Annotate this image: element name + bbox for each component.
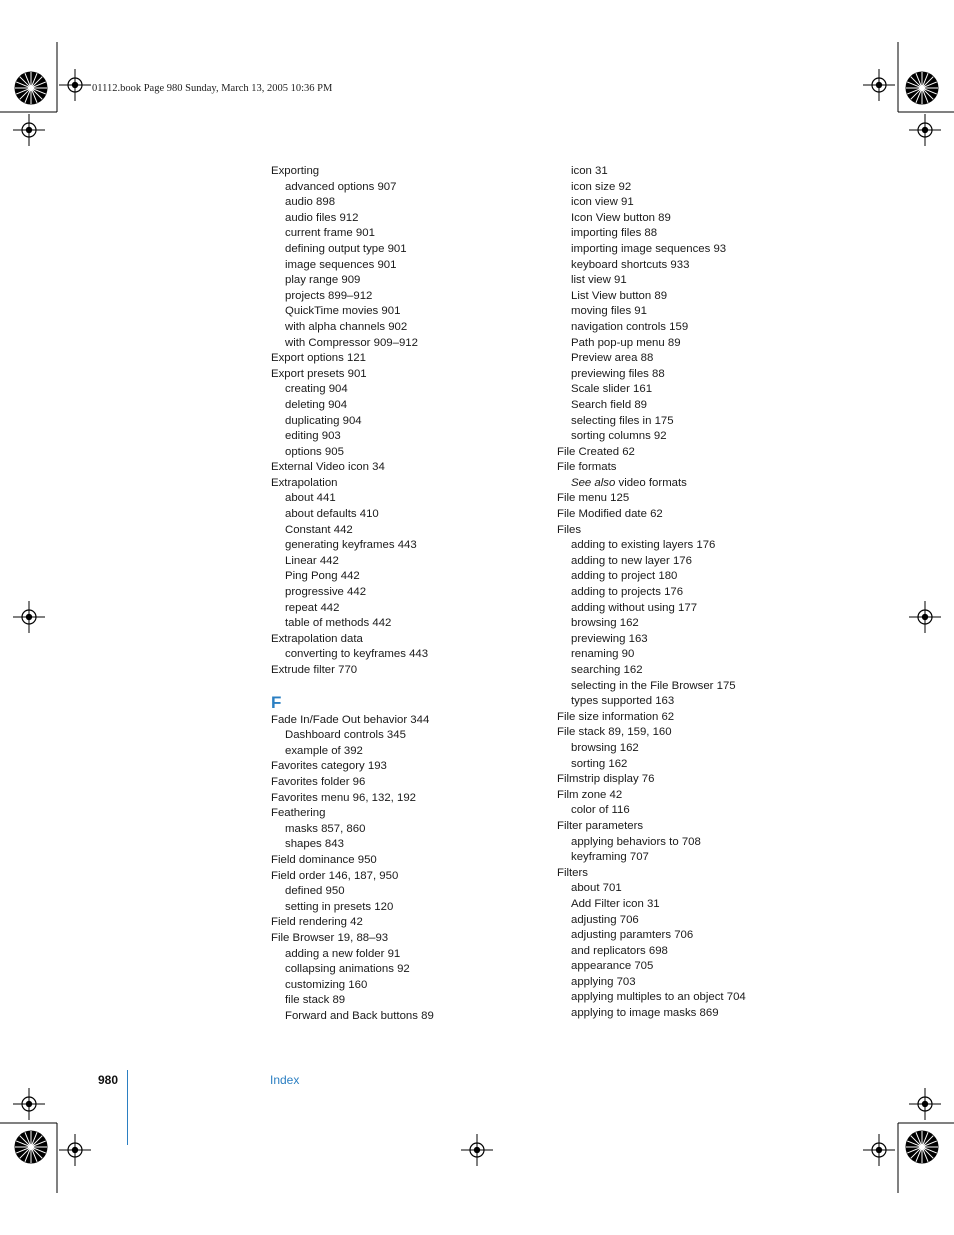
- starburst-target-icon: [906, 1131, 939, 1164]
- registration-mark-icon: [909, 114, 941, 146]
- index-subentry: Search field 89: [571, 398, 647, 411]
- index-subentry: customizing 160: [285, 978, 368, 991]
- index-subentry: advanced options 907: [285, 180, 397, 193]
- registration-mark-icon: [863, 69, 895, 101]
- index-entry: Filmstrip display 76: [557, 773, 655, 786]
- index-subentry: about 701: [571, 882, 622, 895]
- registration-mark-icon: [461, 1134, 493, 1166]
- index-subentry: adding to projects 176: [571, 586, 684, 599]
- registration-mark-icon: [13, 601, 45, 633]
- index-entry: Feathering: [271, 807, 326, 820]
- index-subentry: selecting in the File Browser 175: [571, 679, 736, 692]
- index-subentry: adjusting paramters 706: [571, 929, 694, 942]
- index-subentry: play range 909: [285, 274, 361, 287]
- index-column-right: [557, 164, 827, 1022]
- index-subentry: projects 899–912: [285, 289, 373, 302]
- index-subentry: previewing files 88: [571, 367, 665, 380]
- index-subentry: converting to keyframes 443: [285, 648, 429, 661]
- index-subentry: Dashboard controls 345: [285, 729, 406, 742]
- index-entry: Fade In/Fade Out behavior 344: [271, 713, 430, 726]
- index-subentry: shapes 843: [285, 838, 344, 851]
- print-slug: 01112.book Page 980 Sunday, March 13, 2005 10:36 PM: [92, 83, 333, 94]
- index-subentry: appearance 705: [571, 960, 654, 973]
- index-subentry: applying to image masks 869: [571, 1007, 719, 1020]
- index-entry: Favorites category 193: [271, 760, 387, 773]
- index-entry: Field dominance 950: [271, 853, 377, 866]
- index-subentry: creating 904: [285, 383, 348, 396]
- index-subentry: color of 116: [571, 804, 630, 817]
- footer-section-label: Index: [270, 1073, 300, 1087]
- index-entry: Extrude filter 770: [271, 664, 358, 676]
- index-subentry: with alpha channels 902: [285, 320, 408, 333]
- index-subentry: types supported 163: [571, 695, 675, 708]
- index-subentry: adding to existing layers 176: [571, 539, 716, 552]
- index-subentry: applying behaviors to 708: [571, 835, 701, 848]
- index-subentry: navigation controls 159: [571, 320, 689, 333]
- index-entry: Field order 146, 187, 950: [271, 869, 399, 882]
- index-subentry: adding to project 180: [571, 570, 678, 583]
- registration-mark-icon: [909, 1088, 941, 1120]
- index-subentry: Ping Pong 442: [285, 570, 360, 583]
- index-entry: File Browser 19, 88–93: [271, 931, 389, 944]
- registration-mark-icon: [909, 601, 941, 633]
- index-entry: Filter parameters: [557, 819, 644, 832]
- registration-mark-icon: [59, 1134, 91, 1166]
- index-entry: Favorites menu 96, 132, 192: [271, 791, 417, 804]
- index-subentry: sorting 162: [571, 757, 628, 770]
- index-entry: Files: [557, 523, 582, 536]
- index-subentry: adding to new layer 176: [571, 554, 692, 567]
- index-entry-text: video formats: [618, 476, 687, 489]
- index-subentry: repeat 442: [285, 601, 340, 614]
- index-entry: Filters: [557, 866, 589, 879]
- index-subentry: icon 31: [571, 165, 608, 177]
- index-subentry: audio files 912: [285, 211, 359, 224]
- index-entry: Extrapolation: [271, 476, 338, 489]
- index-entry: File Modified date 62: [557, 508, 663, 521]
- index-subentry: options 905: [285, 445, 344, 458]
- index-entry: File Created 62: [557, 445, 635, 458]
- index-subentry: with Compressor 909–912: [285, 336, 418, 349]
- index-subentry: Forward and Back buttons 89: [285, 1009, 434, 1022]
- starburst-target-icon: [15, 1131, 48, 1164]
- index-subentry: keyboard shortcuts 933: [571, 258, 690, 271]
- index-subentry: Add Filter icon 31: [571, 897, 660, 910]
- index-entry: External Video icon 34: [271, 461, 385, 474]
- index-subentry: adding a new folder 91: [285, 947, 401, 960]
- index-subentry: [557, 476, 827, 492]
- index-subentry: setting in presets 120: [285, 900, 394, 913]
- index-subentry: about defaults 410: [285, 508, 379, 521]
- registration-mark-icon: [59, 69, 91, 101]
- index-subentry: current frame 901: [285, 227, 375, 240]
- index-subentry: editing 903: [285, 430, 341, 443]
- index-subentry: table of methods 442: [285, 617, 392, 630]
- index-subentry: Path pop-up menu 89: [571, 336, 681, 349]
- index-entry: Film zone 42: [557, 788, 623, 801]
- index-subentry: duplicating 904: [285, 414, 362, 427]
- index-subentry: keyframing 707: [571, 851, 649, 864]
- index-subentry: icon view 91: [571, 196, 634, 209]
- index-subentry: renaming 90: [571, 648, 635, 661]
- starburst-target-icon: [906, 72, 939, 105]
- index-subentry: previewing 163: [571, 632, 648, 645]
- index-subentry: List View button 89: [571, 289, 668, 302]
- index-entry: Extrapolation data: [271, 632, 363, 645]
- index-subentry: file stack 89: [285, 994, 346, 1007]
- index-column-left: [271, 164, 541, 1024]
- index-subentry: Icon View button 89: [571, 211, 671, 224]
- index-subentry: and replicators 698: [571, 944, 668, 957]
- index-subentry: sorting columns 92: [571, 430, 667, 443]
- index-subentry: searching 162: [571, 664, 643, 676]
- index-entry: Exporting: [271, 165, 320, 177]
- footer-divider: [127, 1070, 128, 1145]
- index-subentry: example of 392: [285, 744, 363, 757]
- index-subentry: Linear 442: [285, 554, 339, 567]
- index-entry: File menu 125: [557, 492, 630, 505]
- index-subentry: deleting 904: [285, 398, 348, 411]
- index-subentry: moving files 91: [571, 305, 647, 318]
- registration-mark-icon: [13, 1088, 45, 1120]
- index-entry: File stack 89, 159, 160: [557, 726, 672, 739]
- registration-mark-icon: [13, 114, 45, 146]
- index-subentry: browsing 162: [571, 617, 639, 630]
- index-subentry: adding without using 177: [571, 601, 698, 614]
- index-entry: Favorites folder 96: [271, 775, 366, 788]
- index-subentry: Scale slider 161: [571, 383, 653, 396]
- index-subentry: importing files 88: [571, 227, 658, 240]
- index-subentry: collapsing animations 92: [285, 963, 410, 976]
- starburst-target-icon: [15, 72, 48, 105]
- index-subentry: icon size 92: [571, 180, 632, 193]
- index-subentry: applying multiples to an object 704: [571, 991, 746, 1004]
- index-subentry: Preview area 88: [571, 352, 654, 365]
- index-entry: File size information 62: [557, 710, 675, 723]
- index-entry: Field rendering 42: [271, 916, 363, 929]
- index-subentry: audio 898: [285, 196, 336, 209]
- index-subentry: about 441: [285, 492, 336, 505]
- index-entry: File formats: [557, 461, 617, 474]
- index-subentry: defining output type 901: [285, 242, 407, 255]
- index-subentry: browsing 162: [571, 741, 639, 754]
- index-subentry: Constant 442: [285, 523, 353, 536]
- index-subentry: image sequences 901: [285, 258, 397, 271]
- index-subentry: adjusting 706: [571, 913, 639, 926]
- see-also-label: See also: [571, 476, 616, 489]
- index-subentry: importing image sequences 93: [571, 242, 727, 255]
- index-subentry: QuickTime movies 901: [285, 305, 401, 318]
- index-subentry: defined 950: [285, 885, 345, 898]
- index-entry: Export options 121: [271, 352, 366, 365]
- registration-mark-icon: [863, 1134, 895, 1166]
- index-subentry: list view 91: [571, 274, 627, 287]
- index-subentry: applying 703: [571, 975, 636, 988]
- index-subentry: progressive 442: [285, 586, 367, 599]
- index-subentry: selecting files in 175: [571, 414, 674, 427]
- index-subentry: masks 857, 860: [285, 822, 366, 835]
- index-entry: Export presets 901: [271, 367, 367, 380]
- index-section-letter: F: [271, 692, 282, 712]
- index-subentry: generating keyframes 443: [285, 539, 417, 552]
- page-number: 980: [98, 1073, 119, 1087]
